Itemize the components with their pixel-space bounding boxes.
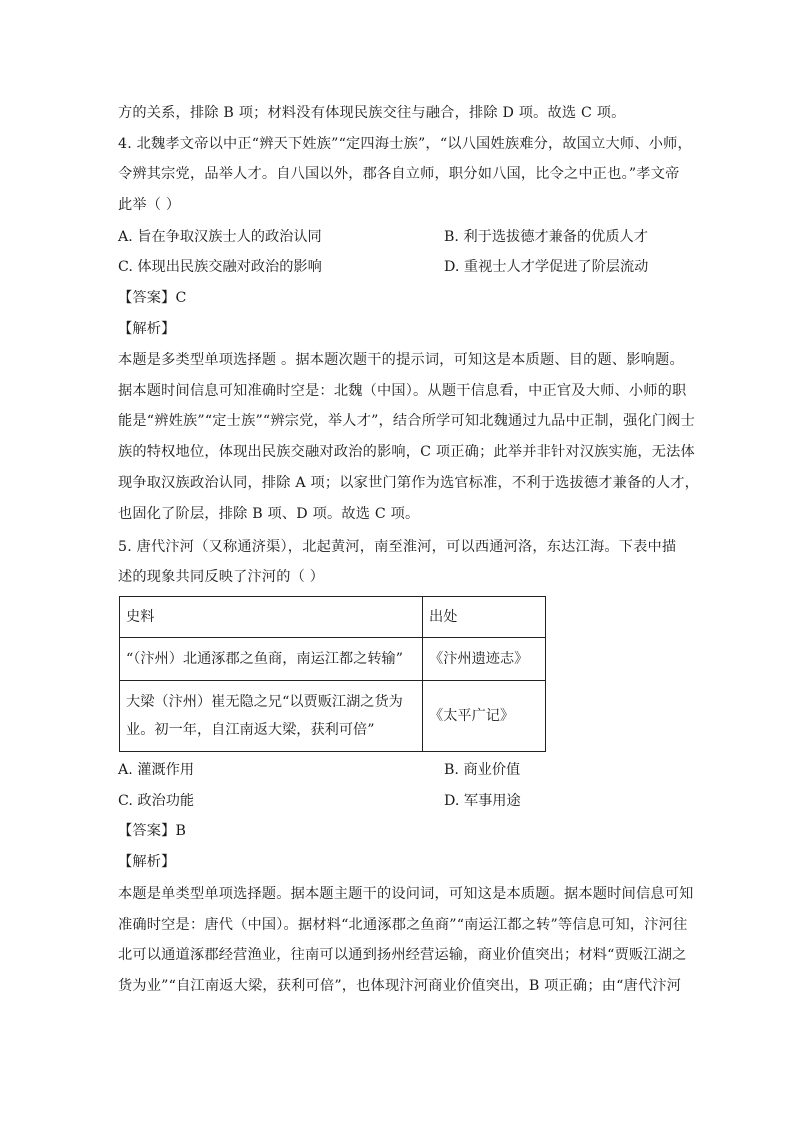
table-header-cell: 出处 [423, 597, 546, 638]
q5-analysis-line: 北可以通道涿郡经营渔业，往南可以通到扬州经营运输，商业价值突出；材料“贾贩江湖之 [118, 947, 687, 963]
table-cell-text [120, 681, 423, 752]
table-cell-text-line: 大梁（汴州）崔无隐之兄“以贾贩江湖之货为 [126, 694, 403, 710]
question-5-stem: 述的现象共同反映了汴河的（ ） [118, 569, 325, 585]
q4-option-c: C. 体现出民族交融对政治的影响 [118, 259, 322, 275]
q4-analysis-line: 据本题时间信息可知准确时空是：北魏（中国）。从题干信息看，中正官及大师、小师的职 [118, 383, 687, 399]
q4-option-a: A. 旨在争取汉族士人的政治认同 [118, 229, 322, 245]
source-table [119, 596, 546, 752]
q5-analysis-line: 货为业”“自江南返大梁，获利可倍”，也体现汴河商业价值突出，B 项正确；由“唐代汴河 [118, 978, 682, 994]
table-cell-text: “（汴州）北通涿郡之鱼商，南运江都之转输” [120, 638, 423, 681]
q5-answer: 【答案】B [118, 823, 187, 839]
q4-answer: 【答案】C [118, 290, 187, 306]
q5-analysis-line: 准确时空是：唐代（中国）。据材料“北通涿郡之鱼商”“南运江都之转”等信息可知，汴河往 [118, 917, 688, 933]
q5-option-a: A. 灌溉作用 [118, 762, 195, 778]
question-5-stem: 5. 唐代汴河（又称通济渠），北起黄河，南至淮河，可以西通河洛，东达江海。下表中描 [118, 539, 677, 555]
table-cell-source: 《太平广记》 [423, 681, 546, 752]
table-header-cell: 史料 [120, 597, 423, 638]
q4-analysis-line: 族的特权地位，体现出民族交融对政治的影响，C 项正确；此举并非针对汉族实施，无法体 [118, 444, 695, 460]
question-4-stem: 令辨其宗党，品举人才。自八国以外，郡各自立师，职分如八国，比令之中正也。”孝文帝 [118, 166, 680, 182]
q4-analysis-line: 能是“辨姓族”“定士族”“辨宗党，举人才”，结合所学可知北魏通过九品中正制，强化门阀士 [118, 413, 696, 429]
table-row [120, 681, 546, 752]
q4-analysis-line: 也固化了阶层，排除 B 项、D 项。故选 C 项。 [118, 506, 420, 522]
q4-analysis-label: 【解析】 [118, 321, 176, 337]
q4-analysis-line: 本题是多类型单项选择题 。据本题次题干的提示词，可知这是本质题、目的题、影响题。 [118, 352, 684, 368]
q5-option-b: B. 商业价值 [444, 762, 521, 778]
table-row [120, 638, 546, 681]
table-cell-text-line: 业。初一年，自江南返大梁，获利可倍” [126, 722, 375, 738]
q4-option-d: D. 重视士人才学促进了阶层流动 [444, 259, 649, 275]
q5-option-d: D. 军事用途 [444, 793, 521, 809]
table-cell-source: 《汴州遗迹志》 [423, 638, 546, 681]
question-4-stem: 4. 北魏孝文帝以中正“辨天下姓族”“定四海士族”，“以八国姓族难分，故国立大师、小师， [118, 136, 692, 152]
q5-analysis-label: 【解析】 [118, 854, 176, 870]
q5-option-c: C. 政治功能 [118, 793, 195, 809]
q4-analysis-line: 现争取汉族政治认同，排除 A 项；以家世门第作为选官标准，不利于选拔德才兼备的人才， [118, 475, 699, 491]
table-header-row [120, 597, 546, 638]
q4-option-b: B. 利于选拔德才兼备的优质人才 [444, 229, 648, 245]
q5-analysis-line: 本题是单类型单项选择题。据本题主题干的设问词，可知这是本质题。据本题时间信息可知 [118, 886, 694, 902]
question-4-stem: 此举（ ） [118, 197, 181, 213]
text-line: 方的关系，排除 B 项；材料没有体现民族交往与融合，排除 D 项。故选 C 项。 [118, 105, 626, 121]
